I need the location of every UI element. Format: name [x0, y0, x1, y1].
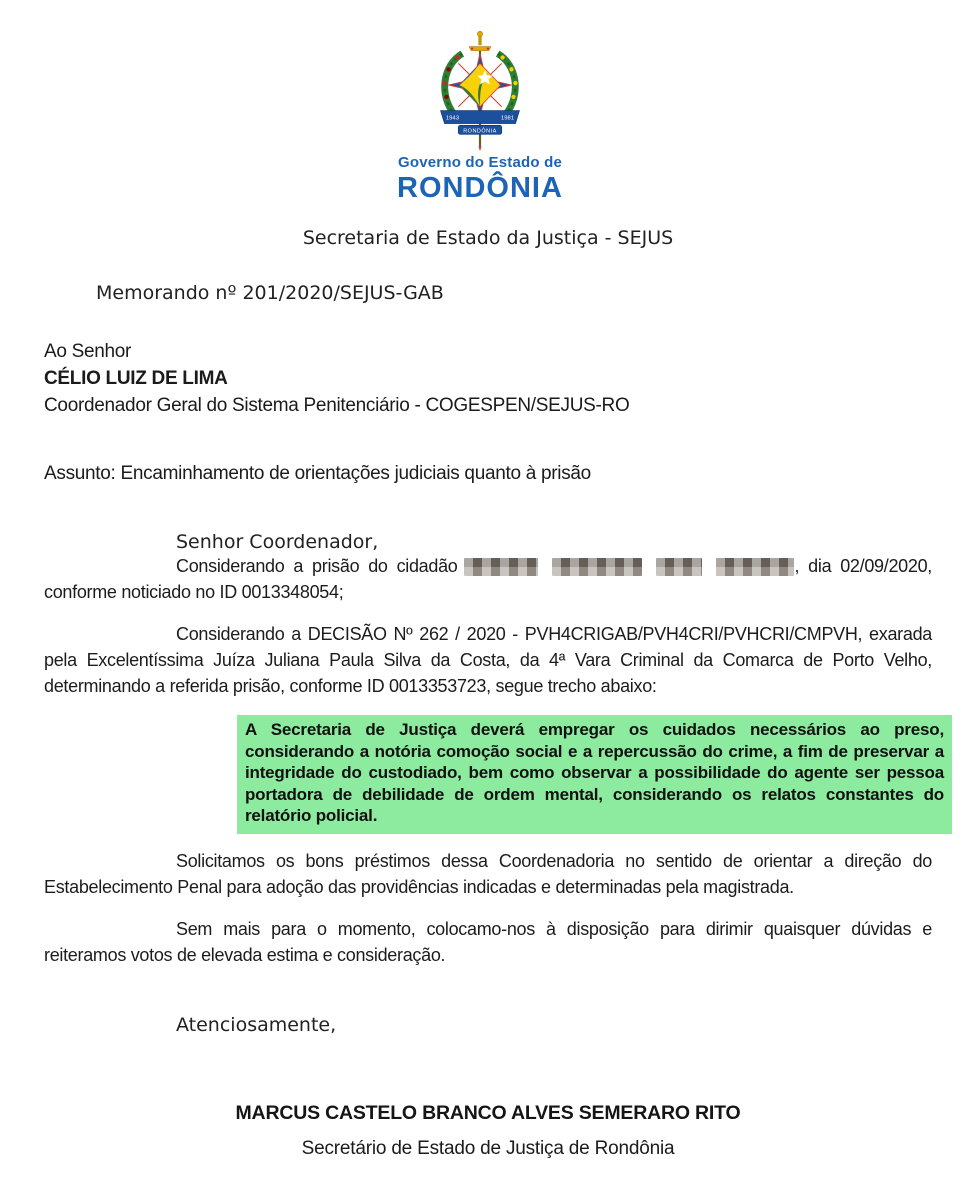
paragraph-sem-mais: Sem mais para o momento, colocamo-nos à disposição para dirimir quaisquer dúvidas e reiteramos votos de elevada estima e consideração.: [44, 918, 932, 965]
rondonia-coat-of-arms-icon: [428, 26, 532, 152]
memo-number: Memorando nº 201/2020/SEJUS-GAB: [96, 282, 444, 304]
body-salutation: Senhor Coordenador,: [176, 531, 379, 553]
signature-title: Secretário de Estado de Justiça de Rondônia: [301, 1137, 675, 1159]
paragraph-text-before-redaction: Considerando a prisão do cidadão: [176, 556, 458, 576]
subject-line: Assunto: Encaminhamento de orientações judiciais quanto à prisão: [44, 463, 591, 484]
recipient-block: [44, 338, 932, 419]
redacted-name-block: [552, 558, 642, 576]
recipient-role: Coordenador Geral do Sistema Penitenciário - COGESPEN/SEJUS-RO: [44, 395, 630, 416]
redacted-name-block: [464, 558, 538, 576]
crest-banner-text: RONDÔNIA: [463, 128, 497, 135]
paragraph-solicitamos: Solicitamos os bons préstimos dessa Coordenadoria no sentido de orientar a direção do Estabelecimento Penal para adoção das providências indicadas e determinadas pela magistrada.: [44, 850, 932, 897]
redacted-name-block: [656, 558, 702, 576]
redacted-name-block: [716, 558, 794, 576]
signature-name: MARCUS CASTELO BRANCO ALVES SEMERARO RITO: [235, 1101, 741, 1124]
recipient-salutation: Ao Senhor: [44, 341, 132, 362]
crest-year-left: 1943: [445, 115, 459, 122]
paragraph-text-after-redaction: , dia 02/09/2020, conforme noticiado no ID 0013348054;: [44, 556, 933, 602]
closing-line: Atenciosamente,: [176, 1013, 337, 1036]
paragraph-considerando-decisao: Considerando a DECISÃO Nº 262 / 2020 - PVH4CRIGAB/PVH4CRI/PVHCRI/CMPVH, exarada pela Excelentíssima Juíza Juliana Paula Silva da Costa, da 4ª Vara Criminal da Comarca de Porto Velho, determinando a referida prisão, conforme ID 0013353723, segue trecho abaixo:: [44, 624, 932, 696]
crest-year-right: 1981: [501, 115, 515, 122]
recipient-name: CÉLIO LUIZ DE LIMA: [44, 368, 228, 389]
document-header: [0, 0, 960, 205]
org-title: Secretaria de Estado da Justiça - SEJUS: [302, 227, 674, 249]
paragraph-considerando-prisao: [44, 553, 932, 605]
highlighted-court-excerpt: A Secretaria de Justiça deverá empregar os cuidados necessários ao preso, considerando a notória comoção social e a repercussão do crime, a fim de preservar a integridade do custodiado, bem como observar a possibilidade do agente ser pessoa portadora de debilidade de ordem mental, considerando os relatos constantes do relatório policial.: [237, 715, 952, 834]
government-caption: Governo do Estado de: [397, 154, 563, 171]
state-name: RONDÔNIA: [397, 172, 563, 204]
